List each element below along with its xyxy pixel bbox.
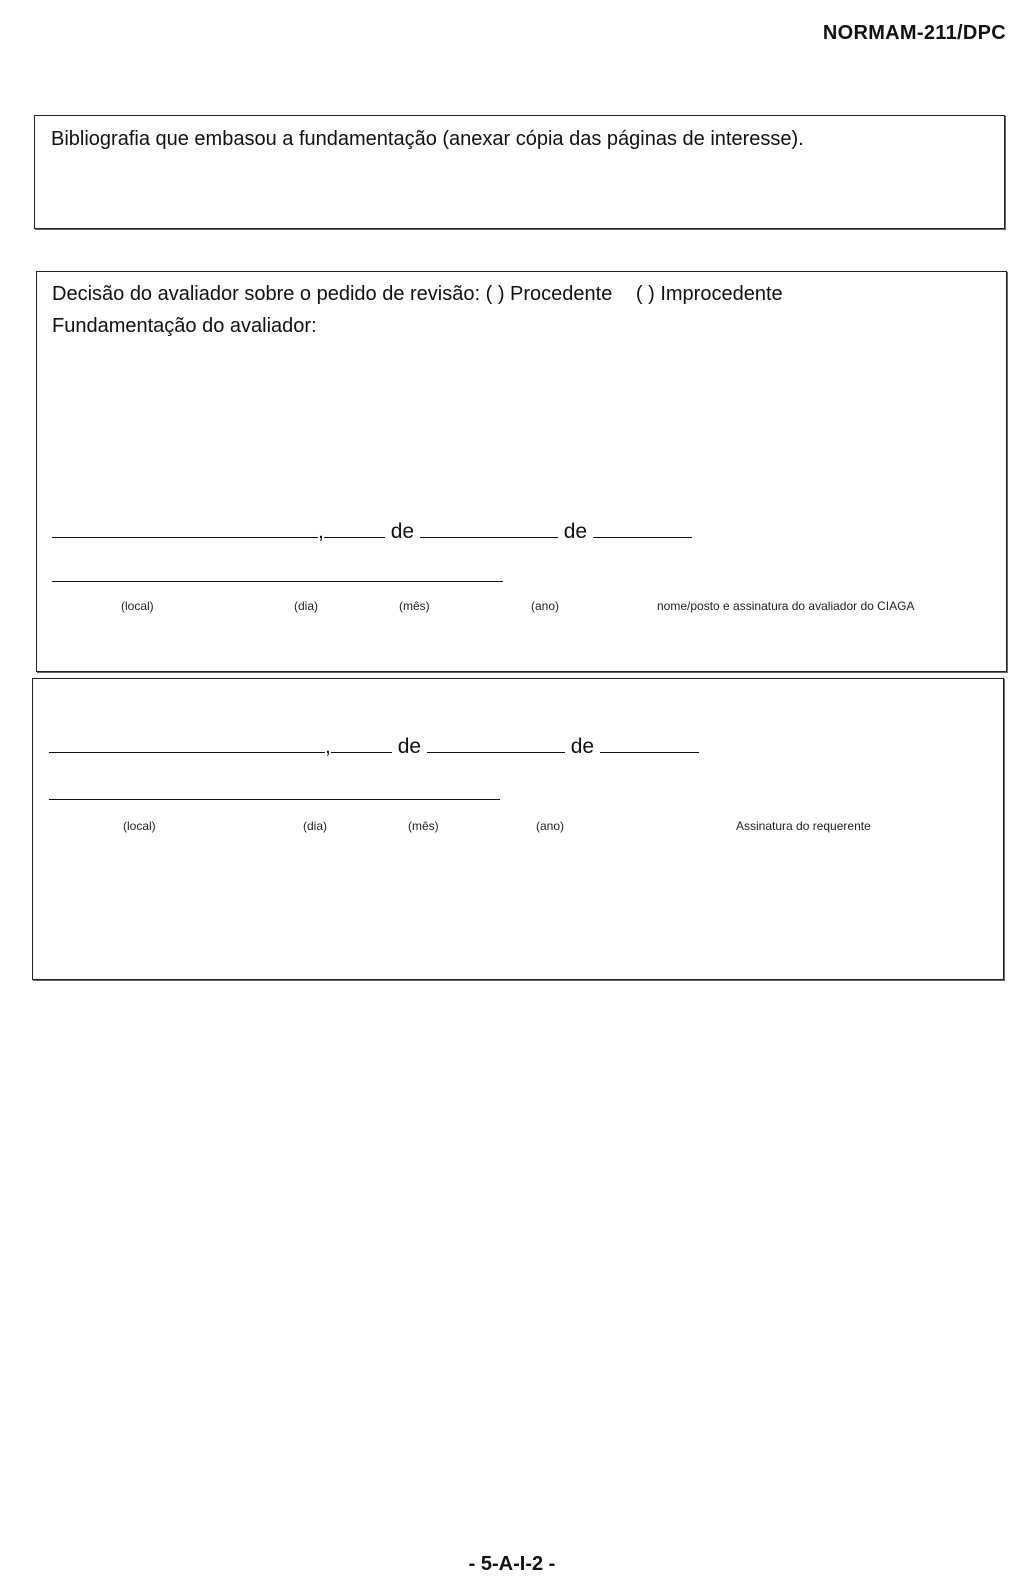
de-text: de — [397, 735, 422, 758]
bibliography-label: Bibliografia que embasou a fundamentação (anexar cópia das páginas de interesse). — [51, 128, 804, 150]
requester-signature-label: Assinatura do requerente — [736, 819, 871, 833]
comma: , — [325, 735, 331, 758]
de-text: de — [390, 520, 415, 543]
de-text: de — [563, 520, 588, 543]
improcedente-checkbox[interactable]: ( ) Improcedente — [635, 283, 783, 305]
month-field[interactable] — [427, 732, 565, 753]
year-field[interactable] — [600, 732, 699, 753]
dia-label: (dia) — [303, 819, 328, 833]
evaluator-date-line — [52, 517, 692, 544]
ano-label: (ano) — [536, 819, 565, 833]
page-number: - 5-A-I-2 - — [468, 1553, 556, 1575]
local-label: (local) — [123, 819, 156, 833]
day-field[interactable] — [324, 517, 385, 538]
document-code: NORMAM-211/DPC — [822, 22, 1006, 44]
decision-line — [52, 283, 783, 306]
bibliography-box[interactable] — [34, 115, 1005, 229]
decision-label: Decisão do avaliador sobre o pedido de revisão: — [52, 283, 481, 305]
evaluator-decision-box[interactable] — [36, 271, 1007, 672]
fundamentation-label: Fundamentação do avaliador: — [52, 315, 317, 337]
local-field[interactable] — [49, 732, 325, 753]
requester-date-line — [49, 732, 699, 759]
evaluator-signature-line[interactable] — [52, 581, 503, 582]
local-label: (local) — [121, 599, 154, 613]
comma: , — [318, 520, 324, 543]
mes-label: (mês) — [399, 599, 430, 613]
evaluator-signature-label: nome/posto e assinatura do avaliador do CIAGA — [657, 599, 915, 613]
month-field[interactable] — [420, 517, 558, 538]
procedente-checkbox[interactable]: ( ) Procedente — [485, 283, 613, 305]
mes-label: (mês) — [408, 819, 439, 833]
de-text: de — [570, 735, 595, 758]
local-field[interactable] — [52, 517, 318, 538]
ano-label: (ano) — [531, 599, 560, 613]
dia-label: (dia) — [294, 599, 319, 613]
requester-signature-line[interactable] — [49, 799, 500, 800]
year-field[interactable] — [593, 517, 692, 538]
requester-signature-box[interactable] — [32, 678, 1004, 980]
day-field[interactable] — [331, 732, 392, 753]
